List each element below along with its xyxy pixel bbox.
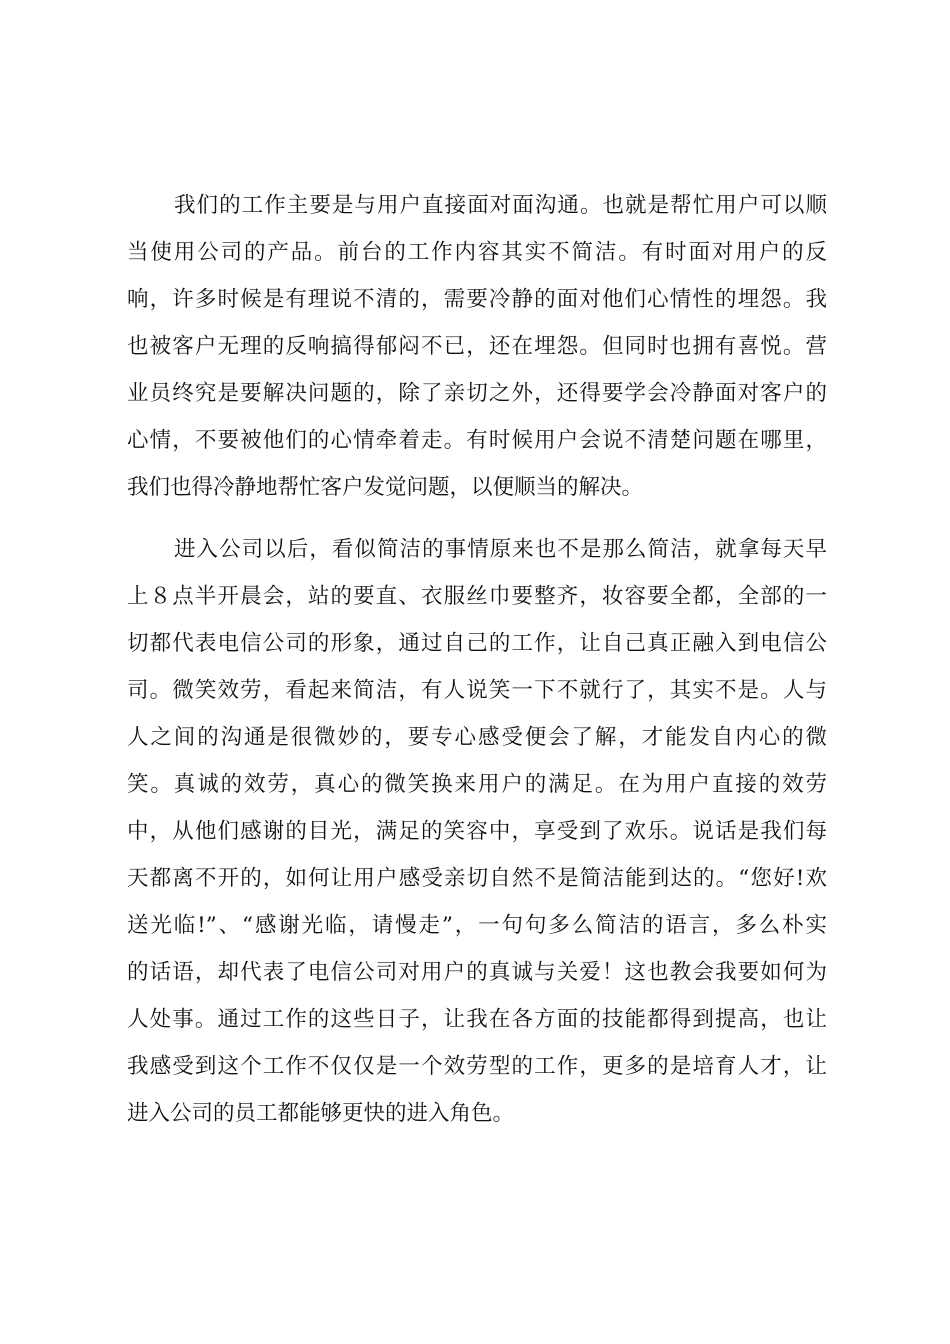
paragraph-line: 人处事。通过工作的这些日子，让我在各方面的技能都得到提高，也让: [127, 1007, 827, 1032]
document-page: [127, 0, 827, 1344]
paragraph-line: 中，从他们感谢的目光，满足的笑容中，享受到了欢乐。说话是我们每: [127, 819, 827, 844]
paragraph-line: 我感受到这个工作不仅仅是一个效劳型的工作，更多的是培育人才，让: [127, 1054, 827, 1079]
paragraph-line: 当使用公司的产品。前台的工作内容其实不简洁。有时面对用户的反: [127, 240, 827, 265]
paragraph-line: 心情，不要被他们的心情牵着走。有时候用户会说不清楚问题在哪里，: [127, 428, 827, 453]
paragraph-line: 人之间的沟通是很微妙的，要专心感受便会了解，才能发自内心的微: [127, 725, 827, 750]
paragraph-line: 我们也得冷静地帮忙客户发觉问题，以便顺当的解决。: [127, 475, 644, 500]
paragraph-line: 我们的工作主要是与用户直接面对面沟通。也就是帮忙用户可以顺: [174, 193, 827, 218]
paragraph-line: 进入公司的员工都能够更快的进入角色。: [127, 1101, 515, 1126]
paragraph-line: 的话语，却代表了电信公司对用户的真诚与关爱！这也教会我要如何为: [127, 960, 827, 985]
paragraph-line: 上８点半开晨会，站的要直、衣服丝巾要整齐，妆容要全都，全部的一: [127, 584, 827, 609]
paragraph-line: 笑。真诚的效劳，真心的微笑换来用户的满足。在为用户直接的效劳: [127, 772, 827, 797]
paragraph-line: 天都离不开的，如何让用户感受亲切自然不是简洁能到达的。“您好!欢: [127, 866, 827, 891]
paragraph-line: 也被客户无理的反响搞得郁闷不已，还在埋怨。但同时也拥有喜悦。营: [127, 334, 827, 359]
paragraph-line: 司。微笑效劳，看起来简洁，有人说笑一下不就行了，其实不是。人与: [127, 678, 827, 703]
paragraph-line: 业员终究是要解决问题的，除了亲切之外，还得要学会冷静面对客户的: [127, 381, 827, 406]
paragraph-line: 送光临!”、“感谢光临，请慢走”，一句句多么简洁的语言，多么朴实: [127, 913, 827, 938]
paragraph-line: 切都代表电信公司的形象，通过自己的工作，让自己真正融入到电信公: [127, 631, 827, 656]
paragraph-line: 进入公司以后，看似简洁的事情原来也不是那么简洁，就拿每天早: [174, 537, 827, 562]
paragraph-line: 响，许多时候是有理说不清的，需要冷静的面对他们心情性的埋怨。我: [127, 287, 827, 312]
